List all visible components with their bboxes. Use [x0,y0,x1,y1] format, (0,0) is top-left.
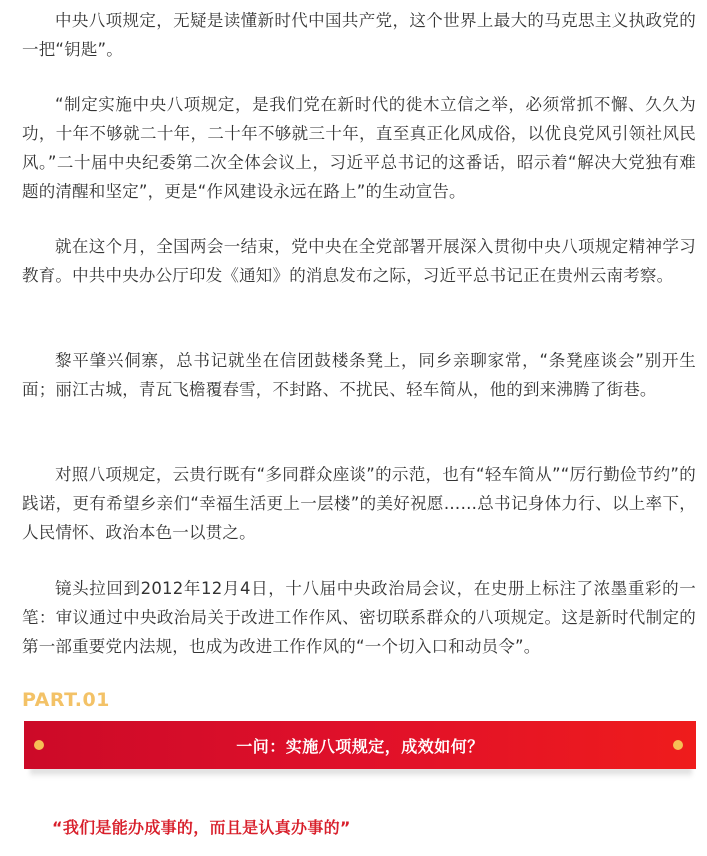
paragraph-comparison: 对照八项规定，云贵行既有“多同群众座谈”的示范，也有“轻车简从”“厉行勤俭节约”的践诺，更有希望乡亲们“幸福生活更上一层楼”的美好祝愿……总书记身体力行、以上率下，人民情怀、政治本色一以贯之。 [22,465,696,542]
section-part-label: PART.01 [22,689,110,711]
paragraph-history: 镜头拉回到2012年12月4日，十八届中央政治局会议，在史册上标注了浓墨重彩的一笔：审议通过中央政治局关于改进工作作风、密切联系群众的八项规定。这是新时代制定的第一部重要党内法规，也成为改进工作作风的“一个切入口和动员令”。 [22,579,696,656]
paragraph-inspection-scenes: 黎平肇兴侗寨，总书记就坐在信团鼓楼条凳上，同乡亲聊家常，“条凳座谈会”别开生面；丽江古城，青瓦飞檐覆春雪，不封路、不扰民、轻车简从，他的到来沸腾了街巷。 [22,351,696,399]
paragraph-intro: 中央八项规定，无疑是读懂新时代中国共产党，这个世界上最大的马克思主义执政党的一把“钥匙”。 [22,11,696,59]
banner-shadow [30,768,692,778]
paragraph-quote-speech: “制定实施中央八项规定，是我们党在新时代的徙木立信之举，必须常抓不懈、久久为功，十年不够就二十年，二十年不够就三十年，直至真正化风成俗，以优良党风引领社风民风。”二十届中央纪委第二次全体会议上，习近平总书记的这番话，昭示着“解决大党独有难题的清醒和坚定”，更是“作风建设永远在路上”的生动宣告。 [22,95,696,201]
dot-icon [673,740,683,750]
section-title: 一问：实施八项规定，成效如何？ [236,736,484,756]
paragraph-study-education: 就在这个月，全国两会一结束，党中央在全党部署开展深入贯彻中央八项规定精神学习教育。中共中央办公厅印发《通知》的消息发布之际，习近平总书记正在贵州云南考察。 [22,237,696,285]
section-quote: “我们是能办成事的，而且是认真办事的” [52,818,351,837]
section-banner [24,721,696,769]
dot-icon [34,740,44,750]
